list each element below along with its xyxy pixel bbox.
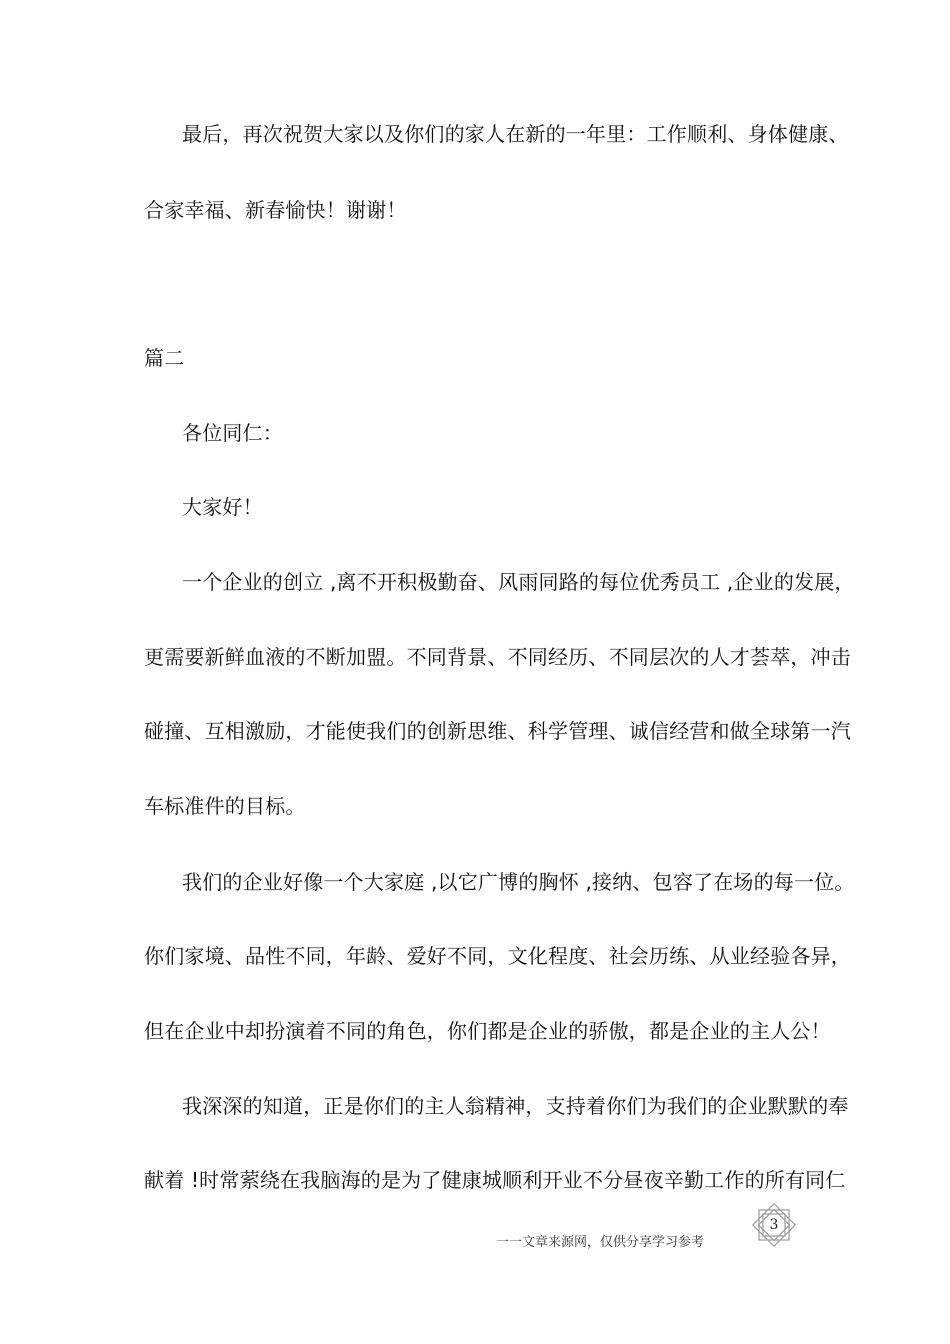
paragraph-line: 我们的企业好像一个大家庭 ,以它广博的胸怀 ,接纳、包容了在场的每一位。 (182, 870, 855, 894)
page-number: 3 (769, 1217, 779, 1233)
paragraph-line: 我深深的知道，正是你们的主人翁精神，支持着你们为我们的企业默默的奉 (182, 1094, 849, 1118)
paragraph-line: 一个企业的创立 ,离不开积极勤奋、风雨同路的每位优秀员工 ,企业的发展， (182, 570, 855, 594)
footer-source-note: 一一文章来源网，仅供分享学习参考 (496, 1235, 705, 1250)
paragraph-line: 但在企业中却扮演着不同的角色，你们都是企业的骄傲，都是企业的主人公！ (144, 1019, 831, 1043)
section-heading: 篇二 (144, 346, 185, 370)
paragraph-line: 更需要新鲜血液的不断加盟。不同背景、不同经历、不同层次的人才荟萃，冲击 (144, 645, 851, 669)
paragraph-closing-wishes-line-1: 最后，再次祝贺大家以及你们的家人在新的一年里：工作顺利、身体健康、 (182, 122, 849, 146)
greeting: 大家好！ (182, 495, 263, 519)
paragraph-line: 车标准件的目标。 (144, 794, 306, 818)
paragraph-line: 你们家境、品性不同，年龄、爱好不同，文化程度、社会历练、从业经验各异， (144, 944, 851, 968)
paragraph-line: 碰撞、互相激励，才能使我们的创新思维、科学管理、诚信经营和做全球第一汽 (144, 719, 851, 743)
paragraph-line: 献着 !时常萦绕在我脑海的是为了健康城顺利开业不分昼夜辛勤工作的所有同仁 (144, 1168, 846, 1192)
salutation: 各位同仁： (182, 421, 283, 445)
paragraph-closing-wishes-line-2: 合家幸福、新春愉快！谢谢！ (144, 198, 407, 222)
